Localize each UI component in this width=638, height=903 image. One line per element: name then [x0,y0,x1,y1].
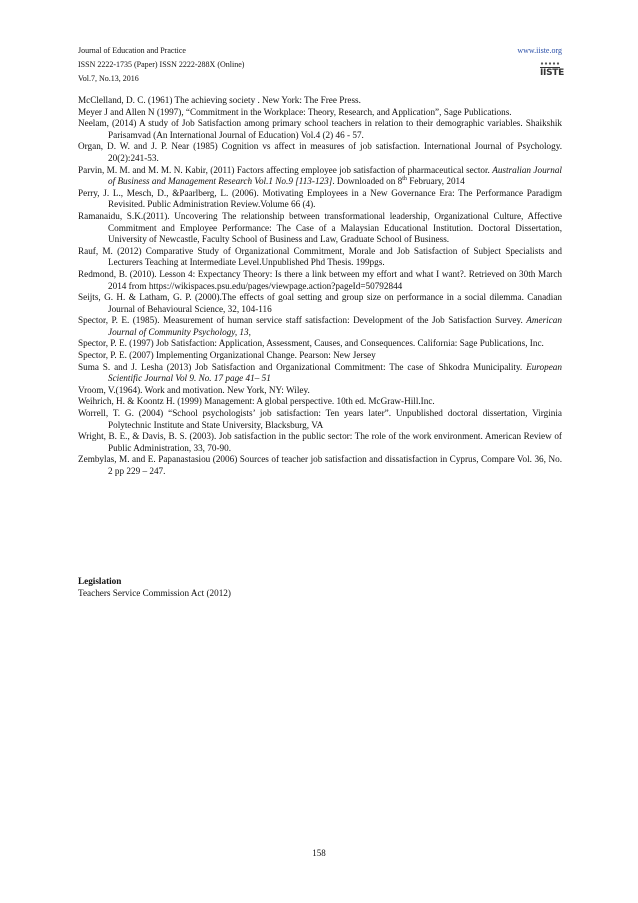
legislation-section [78,575,562,599]
legislation-item: Teachers Service Commission Act (2012) [78,588,231,598]
reference-text: Rauf, M. (2012) Comparative Study of Organizational Commitment, Morale and Job Satisfaction of Subject Specialists and Lecturers Teaching at Intermediate Level.Unpublished Phd Thesis. 199pgs. [78,245,562,268]
reference-text: McClelland, D. C. (1961) The achieving society . New York: The Free Press. [78,95,361,105]
reference-entry [78,315,562,338]
reference-text: Vroom, V.(1964). Work and motivation. New York, NY: Wiley. [78,384,310,395]
reference-text: Spector, P. E. (2007) Implementing Organizational Change. Pearson: New Jersey [78,350,376,361]
reference-entry [78,431,562,454]
iiste-logo [540,61,564,81]
logo-dots [540,61,560,66]
reference-entry [78,454,562,477]
reference-text: Spector, P. E. (1985). Measurement of human service staff satisfaction: Development of the Job Satisfaction Survey. [78,315,527,326]
reference-text: Seijts, G. H. & Latham, G. P. (2000).The effects of goal setting and group size on performance in a social dilemma. Canadian Journal of Behavioural Science, 32, 104-116 [78,292,562,314]
reference-text: February, 2014 [406,176,465,187]
reference-list [78,95,562,478]
reference-text: Worrell, T. G. (2004) “School psychologists’ job satisfaction: Ten years later”. Unpublished doctoral dissertation, Virginia Polytechnic Institute and State University, Blacksburg, VA [78,408,562,430]
reference-text: Perry, J. L., Mesch, D., &Paarlberg, L. (2006). Motivating Employees in a New Governance Era: The Performance Paradigm Revisited. Public Administration Review.Volume 66 (4). [78,187,562,210]
reference-italic-text: American Journal of Community Psychology, 13, [108,315,562,337]
journal-name: Journal of Education and Practice [78,46,186,55]
reference-entry [78,165,562,188]
reference-text: Parvin, M. M. and M. M. N. Kabir, (2011) Factors affecting employee job satisfaction of pharmaceutical sector. [78,164,493,175]
reference-text: . Downloaded on 8 [332,176,403,187]
reference-entry [78,246,562,269]
logo-wordmark: IISTE [540,68,564,78]
reference-entry [78,211,562,246]
reference-italic-text: Australian Journal of Business and Management Research Vol.1 No.9 [113-123] [108,164,562,187]
reference-text: Ramanaidu, S.K.(2011). Uncovering The relationship between transformational leadership, Organizational Culture, Affective Commitment and Employee Performance: The Case of a Malaysian Educational Institution. Doctoral Dissertation, University of Newcastle, Faculty School of Business and Law, Graduate School of Business. [78,210,562,245]
page-number: 158 [312,848,326,858]
reference-entry [78,188,562,211]
reference-entry [78,95,562,107]
reference-entry [78,385,562,397]
reference-text: Spector, P. E. (1997) Job Satisfaction: Application, Assessment, Causes, and Consequences. California: Sage Publications, Inc. [78,338,544,349]
reference-entry [78,107,562,119]
reference-entry [78,141,562,164]
reference-text: Suma S. and J. Lesha (2013) Job Satisfaction and Organizational Commitment: The case of Shkodra Municipality. [78,361,527,372]
reference-superscript: th [402,176,407,183]
reference-entry [78,350,562,362]
issn-line: ISSN 2222-1735 (Paper) ISSN 2222-288X (Online) [78,60,245,69]
volume-line: Vol.7, No.13, 2016 [78,74,139,83]
reference-text: Organ, D. W. and J. P. Near (1985) Cognition vs affect in measures of job satisfaction. International Journal of Psychology. 20(2):241-53. [78,141,562,163]
reference-entry [78,292,562,315]
reference-entry [78,338,562,350]
legislation-heading: Legislation [78,576,122,586]
reference-text: Zembylas, M. and E. Papanastasiou (2006) Sources of teacher job satisfaction and dissatisfaction in Cyprus, Compare Vol. 36, No. 2 pp 229 – 247. [78,454,562,476]
reference-entry [78,118,562,141]
reference-italic-text: European Scientific Journal Vol 9. No. 17 page 41– 51 [108,361,562,384]
journal-url-link[interactable]: www.iiste.org [517,46,562,55]
reference-entry [78,396,562,408]
reference-text: Weihrich, H. & Koontz H. (1999) Management: A global perspective. 10th ed. McGraw-Hill.Inc. [78,396,435,407]
reference-text: Wright, B. E., & Davis, B. S. (2003). Job satisfaction in the public sector: The role of the work environment. American Review of Public Administration, 33, 70-90. [78,431,562,453]
reference-text: Meyer J and Allen N (1997), “Commitment in the Workplace: Theory, Research, and Application”, Sage Publications. [78,106,512,117]
reference-entry [78,362,562,385]
reference-entry [78,269,562,292]
reference-entry [78,408,562,431]
reference-text: Neelam, (2014) A study of Job Satisfaction among primary school teachers in relation to their demographic variables. Shaikshik Parisamvad (An International Journal of Education) Vol.4 (2) 46 - 57. [78,118,562,140]
page-header [78,44,562,90]
reference-text: Redmond, B. (2010). Lesson 4: Expectancy Theory: Is there a link between my effort and what I want?. Retrieved on 30th March 2014 from https://wikispaces.psu.edu/pages/viewpage.action?pageId=50792844 [78,268,562,291]
